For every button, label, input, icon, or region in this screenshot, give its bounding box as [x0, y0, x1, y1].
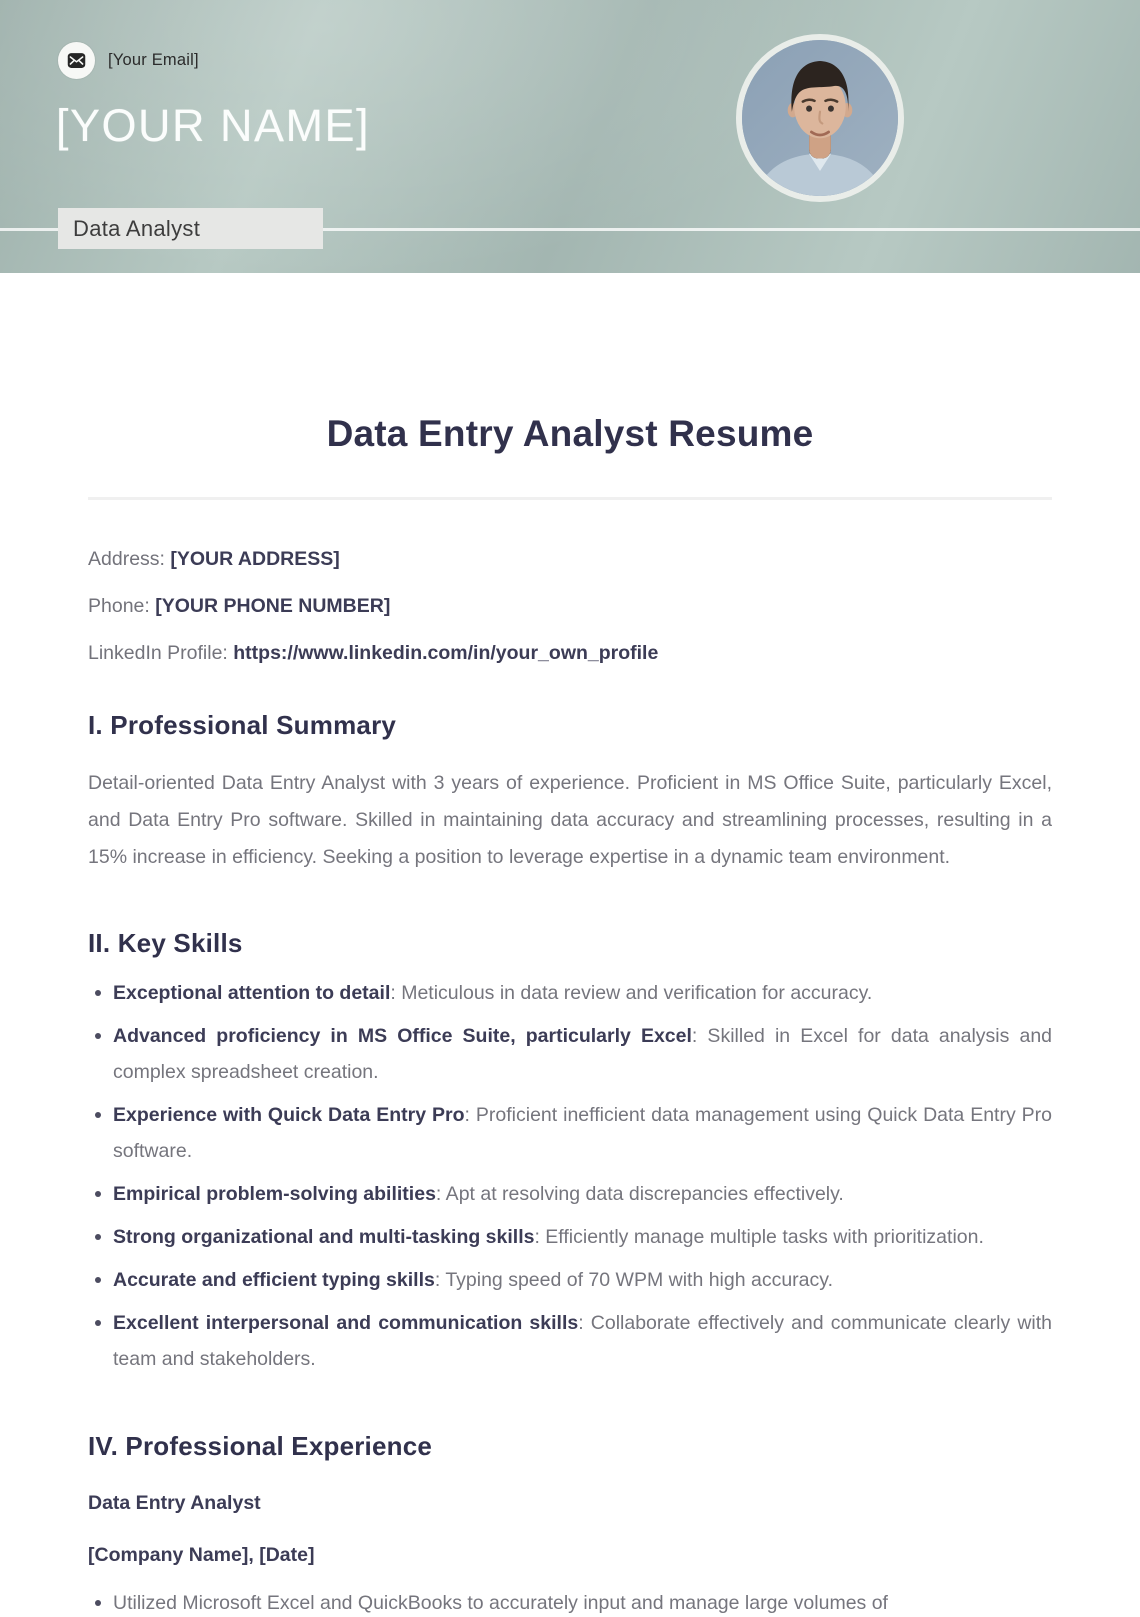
- list-item-text: : Proficient inefficient data management using Quick Data Entry Pro software.: [113, 1104, 1052, 1162]
- list-item: [88, 1585, 1052, 1617]
- list-item-text: : Skilled in Excel for data analysis and complex spreadsheet creation.: [113, 1025, 1053, 1083]
- avatar: [736, 34, 904, 202]
- list-item-text: : Typing speed of 70 WPM with high accuracy.: [434, 1269, 833, 1291]
- document-body: [0, 412, 1140, 1617]
- experience-job-title: Data Entry Analyst: [88, 1492, 261, 1514]
- title-divider: [88, 497, 1052, 500]
- address-label: Address:: [88, 548, 171, 570]
- address-row: [88, 548, 1052, 570]
- header-banner: [0, 0, 1140, 273]
- linkedin-label: LinkedIn Profile:: [88, 642, 234, 664]
- address-value: [YOUR ADDRESS]: [170, 548, 340, 570]
- list-item-lead: Accurate and efficient typing skills: [113, 1269, 435, 1291]
- list-item-lead: Advanced proficiency in MS Office Suite, particularly Excel: [113, 1025, 692, 1047]
- list-item-lead: Experience with Quick Data Entry Pro: [113, 1104, 465, 1126]
- list-item-lead: Strong organizational and multi-tasking skills: [113, 1226, 535, 1248]
- linkedin-row: [88, 642, 1052, 664]
- list-item-text: : Apt at resolving data discrepancies effectively.: [435, 1183, 844, 1205]
- list-item-text: : Collaborate effectively and communicate clearly with team and stakeholders.: [113, 1312, 1052, 1370]
- summary-heading: I. Professional Summary: [88, 710, 397, 740]
- list-item: [88, 1262, 1052, 1298]
- list-item-lead: Exceptional attention to detail: [113, 982, 391, 1004]
- document-title: Data Entry Analyst Resume: [326, 413, 814, 454]
- list-item-lead: Empirical problem-solving abilities: [113, 1183, 436, 1205]
- experience-company-line: [Company Name], [Date]: [88, 1544, 315, 1566]
- name-heading: [YOUR NAME]: [56, 100, 371, 151]
- role-badge: Data Analyst: [58, 208, 323, 249]
- list-item-text: Utilized Microsoft Excel and QuickBooks to accurately input and manage large volumes of: [113, 1592, 888, 1614]
- section-key-skills: [88, 928, 1052, 1377]
- phone-row: [88, 595, 1052, 617]
- profile-photo-illustration: [742, 40, 898, 196]
- contact-block: [88, 548, 1052, 664]
- list-item: [88, 1219, 1052, 1255]
- list-item-text: : Efficiently manage multiple tasks with prioritization.: [534, 1226, 984, 1248]
- list-item: [88, 1305, 1052, 1377]
- skills-list: [88, 975, 1052, 1377]
- experience-bullet-list: [88, 1585, 1052, 1617]
- linkedin-value: https://www.linkedin.com/in/your_own_profile: [233, 642, 659, 664]
- phone-label: Phone:: [88, 595, 156, 617]
- section-professional-summary: [88, 710, 1052, 876]
- list-item: [88, 1018, 1052, 1090]
- list-item: [88, 975, 1052, 1011]
- experience-heading: IV. Professional Experience: [88, 1431, 433, 1461]
- summary-paragraph: Detail-oriented Data Entry Analyst with 3 years of experience. Proficient in MS Office Suite, particularly Excel, and Data Entry Pro software. Skilled in maintaining data accuracy and streamlining processes, resulting in a 15% increase in efficiency. Seeking a position to leverage expertise in a dynamic team environment.: [88, 772, 1052, 868]
- list-item-lead: Excellent interpersonal and communication skills: [113, 1312, 579, 1334]
- list-item: [88, 1176, 1052, 1212]
- phone-value: [YOUR PHONE NUMBER]: [155, 595, 391, 617]
- list-item-text: : Meticulous in data review and verification for accuracy.: [390, 982, 873, 1004]
- email-row: [58, 42, 199, 79]
- skills-heading: II. Key Skills: [88, 928, 243, 958]
- email-icon: [58, 42, 95, 79]
- list-item: [88, 1097, 1052, 1169]
- email-label: [Your Email]: [108, 51, 199, 69]
- section-professional-experience: [88, 1431, 1052, 1617]
